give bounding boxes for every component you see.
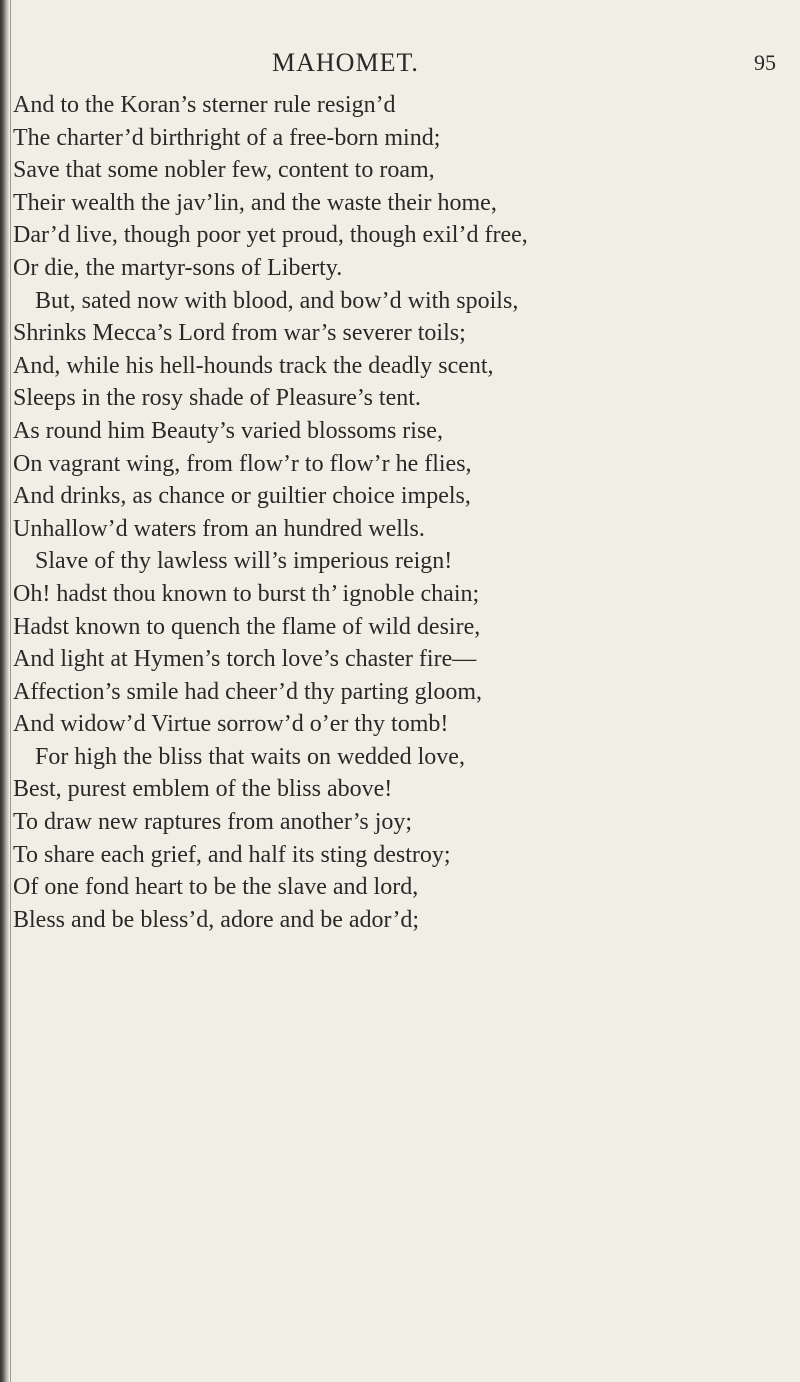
poem-line: On vagrant wing, from flow’r to flow’r he flies, bbox=[13, 450, 472, 477]
poem-line: To share each grief, and half its sting destroy; bbox=[13, 841, 451, 868]
poem-line: Save that some nobler few, content to roam, bbox=[13, 157, 435, 184]
poem-line: The charter’d birthright of a free-born mind; bbox=[13, 124, 441, 151]
page-edge-rule bbox=[10, 0, 11, 1382]
page-header bbox=[0, 48, 800, 82]
running-title: MAHOMET. bbox=[272, 48, 419, 77]
poem-line: Sleeps in the rosy shade of Pleasure’s tent. bbox=[13, 385, 421, 412]
poem-line: But, sated now with blood, and bow’d with spoils, bbox=[35, 287, 519, 314]
poem-line: Best, purest emblem of the bliss above! bbox=[13, 776, 393, 803]
poem-line: And drinks, as chance or guiltier choice impels, bbox=[13, 483, 471, 510]
page-number: 95 bbox=[754, 50, 776, 75]
poem-text bbox=[13, 89, 793, 936]
poem-line: Dar’d live, though poor yet proud, though exil’d free, bbox=[13, 222, 528, 249]
poem-line: Shrinks Mecca’s Lord from war’s severer toils; bbox=[13, 320, 466, 347]
poem-line: Hadst known to quench the flame of wild desire, bbox=[13, 613, 481, 640]
poem-line: Their wealth the jav’lin, and the waste their home, bbox=[13, 189, 497, 216]
poem-line: For high the bliss that waits on wedded love, bbox=[35, 743, 465, 770]
poem-line: Or die, the martyr-sons of Liberty. bbox=[13, 254, 343, 281]
poem-line: And, while his hell-hounds track the deadly scent, bbox=[13, 352, 494, 379]
poem-line: Affection’s smile had cheer’d thy parting gloom, bbox=[13, 678, 482, 705]
page-gutter-shadow bbox=[0, 0, 9, 1382]
poem-line: Of one fond heart to be the slave and lord, bbox=[13, 874, 419, 901]
poem-line: To draw new raptures from another’s joy; bbox=[13, 809, 413, 836]
poem-line: Unhallow’d waters from an hundred wells. bbox=[13, 515, 425, 542]
poem-line: As round him Beauty’s varied blossoms rise, bbox=[13, 417, 443, 444]
poem-line: And to the Koran’s sterner rule resign’d bbox=[13, 92, 396, 118]
poem-line: And light at Hymen’s torch love’s chaster fire— bbox=[13, 646, 477, 673]
poem-line: Slave of thy lawless will’s imperious reign! bbox=[35, 548, 453, 575]
poem-line: Oh! hadst thou known to burst th’ ignoble chain; bbox=[13, 580, 480, 607]
poem-line: And widow’d Virtue sorrow’d o’er thy tomb! bbox=[13, 711, 449, 738]
poem-line: Bless and be bless’d, adore and be ador’d; bbox=[13, 906, 420, 933]
